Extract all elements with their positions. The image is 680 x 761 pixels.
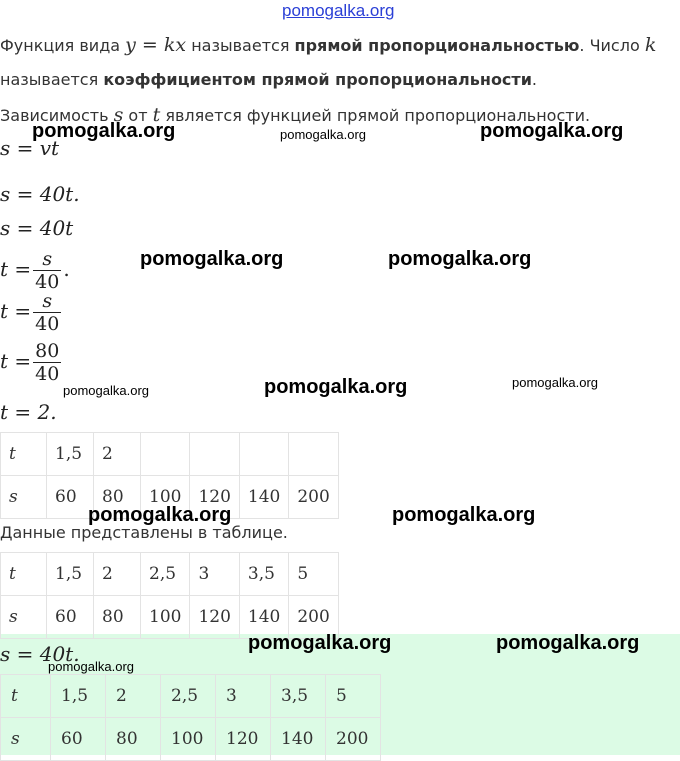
formula-t-s-over-40: t = $\frac{s}{40}$ xyxy=(0,290,60,335)
paragraph-definition-line1 xyxy=(0,34,656,56)
cell: 140 xyxy=(271,718,326,761)
cell: 3 xyxy=(216,675,271,718)
cell: 80 xyxy=(94,476,141,519)
fraction-denominator: 40 xyxy=(35,271,60,293)
watermark: pomogalka.org xyxy=(248,632,392,654)
watermark: pomogalka.org xyxy=(480,120,624,142)
cell: 2 xyxy=(106,675,161,718)
cell: 80 xyxy=(94,596,141,639)
cell: 5 xyxy=(289,553,338,596)
text: называется xyxy=(0,70,104,89)
cell: 80 xyxy=(106,718,161,761)
cell: 120 xyxy=(190,596,239,639)
cell: 2 xyxy=(94,433,141,476)
cell-header-t: t xyxy=(1,675,51,718)
cell xyxy=(239,433,288,476)
text: . xyxy=(531,70,537,89)
fraction-numerator: 80 xyxy=(35,340,60,362)
formula-t-80-over-40: t = $\frac{80}{40}$ xyxy=(0,340,60,385)
table-row xyxy=(1,718,381,761)
fraction-denominator: 40 xyxy=(35,313,60,335)
text: называется xyxy=(186,36,295,55)
formula-t-2: t = 2. xyxy=(0,400,57,424)
cell: 200 xyxy=(326,718,381,761)
table-row xyxy=(1,675,381,718)
cell: 1,5 xyxy=(47,553,94,596)
watermark: pomogalka.org xyxy=(140,248,284,270)
cell: 200 xyxy=(289,476,338,519)
watermark: pomogalka.org xyxy=(496,632,640,654)
text: является функцией прямой пропорциональности. xyxy=(160,106,591,125)
formula-t-s-over-40-dot: t = $\frac{s}{40}$ . xyxy=(0,248,70,293)
watermark: pomogalka.org xyxy=(392,504,536,526)
text: Зависимость xyxy=(0,106,114,125)
bold-term: коэффициентом прямой пропорциональности xyxy=(103,70,532,89)
watermark: pomogalka.org xyxy=(512,375,598,390)
formula-s-vt: s = vt xyxy=(0,136,60,160)
fraction-numerator: s xyxy=(33,248,61,271)
cell: 3,5 xyxy=(271,675,326,718)
fraction-denominator: 40 xyxy=(35,363,60,385)
cell: 200 xyxy=(289,596,338,639)
table-row xyxy=(1,433,339,476)
cell-header-t: t xyxy=(1,553,47,596)
fraction-numerator: s xyxy=(33,290,61,313)
watermark: pomogalka.org xyxy=(32,120,176,142)
inline-formula: s xyxy=(113,104,124,126)
watermark: pomogalka.org xyxy=(63,383,149,398)
inline-formula: t xyxy=(152,104,161,126)
cell: 3,5 xyxy=(239,553,288,596)
bold-term: прямой пропорциональностью xyxy=(294,36,580,55)
table-caption: Данные представлены в таблице. xyxy=(0,523,288,542)
inline-formula: y = kx xyxy=(125,34,187,56)
cell: 1,5 xyxy=(47,433,94,476)
cell xyxy=(190,433,239,476)
watermark: pomogalka.org xyxy=(88,504,232,526)
cell: 2,5 xyxy=(141,553,190,596)
cell: 2 xyxy=(94,553,141,596)
text: от xyxy=(123,106,153,125)
table-row xyxy=(1,553,339,596)
watermark: pomogalka.org xyxy=(388,248,532,270)
answer-formula: s = 40t. xyxy=(0,642,80,666)
cell-header-s: s xyxy=(1,476,47,519)
cell: 140 xyxy=(239,476,288,519)
cell: 2,5 xyxy=(161,675,216,718)
watermark: pomogalka.org xyxy=(280,127,366,142)
cell: 60 xyxy=(51,718,106,761)
cell xyxy=(141,433,190,476)
cell-header-s: s xyxy=(1,718,51,761)
formula-s-40t: s = 40t xyxy=(0,216,74,240)
cell: 60 xyxy=(47,476,94,519)
cell: 60 xyxy=(47,596,94,639)
site-header-link[interactable]: pomogalka.org xyxy=(282,1,395,20)
cell: 5 xyxy=(326,675,381,718)
table-complete xyxy=(0,552,339,639)
cell xyxy=(289,433,338,476)
text: Функция вида xyxy=(0,36,126,55)
inline-formula: k xyxy=(644,34,657,56)
cell: 100 xyxy=(161,718,216,761)
cell: 100 xyxy=(141,476,190,519)
cell: 140 xyxy=(239,596,288,639)
answer-table xyxy=(0,674,381,761)
cell: 3 xyxy=(190,553,239,596)
cell-header-t: t xyxy=(1,433,47,476)
cell: 120 xyxy=(216,718,271,761)
text: . Число xyxy=(579,36,645,55)
cell: 120 xyxy=(190,476,239,519)
cell-header-s: s xyxy=(1,596,47,639)
cell: 1,5 xyxy=(51,675,106,718)
watermark: pomogalka.org xyxy=(264,376,408,398)
cell: 100 xyxy=(141,596,190,639)
formula-s-40t-dot: s = 40t. xyxy=(0,182,80,206)
paragraph-definition-line2 xyxy=(0,70,537,89)
watermark: pomogalka.org xyxy=(48,659,134,674)
